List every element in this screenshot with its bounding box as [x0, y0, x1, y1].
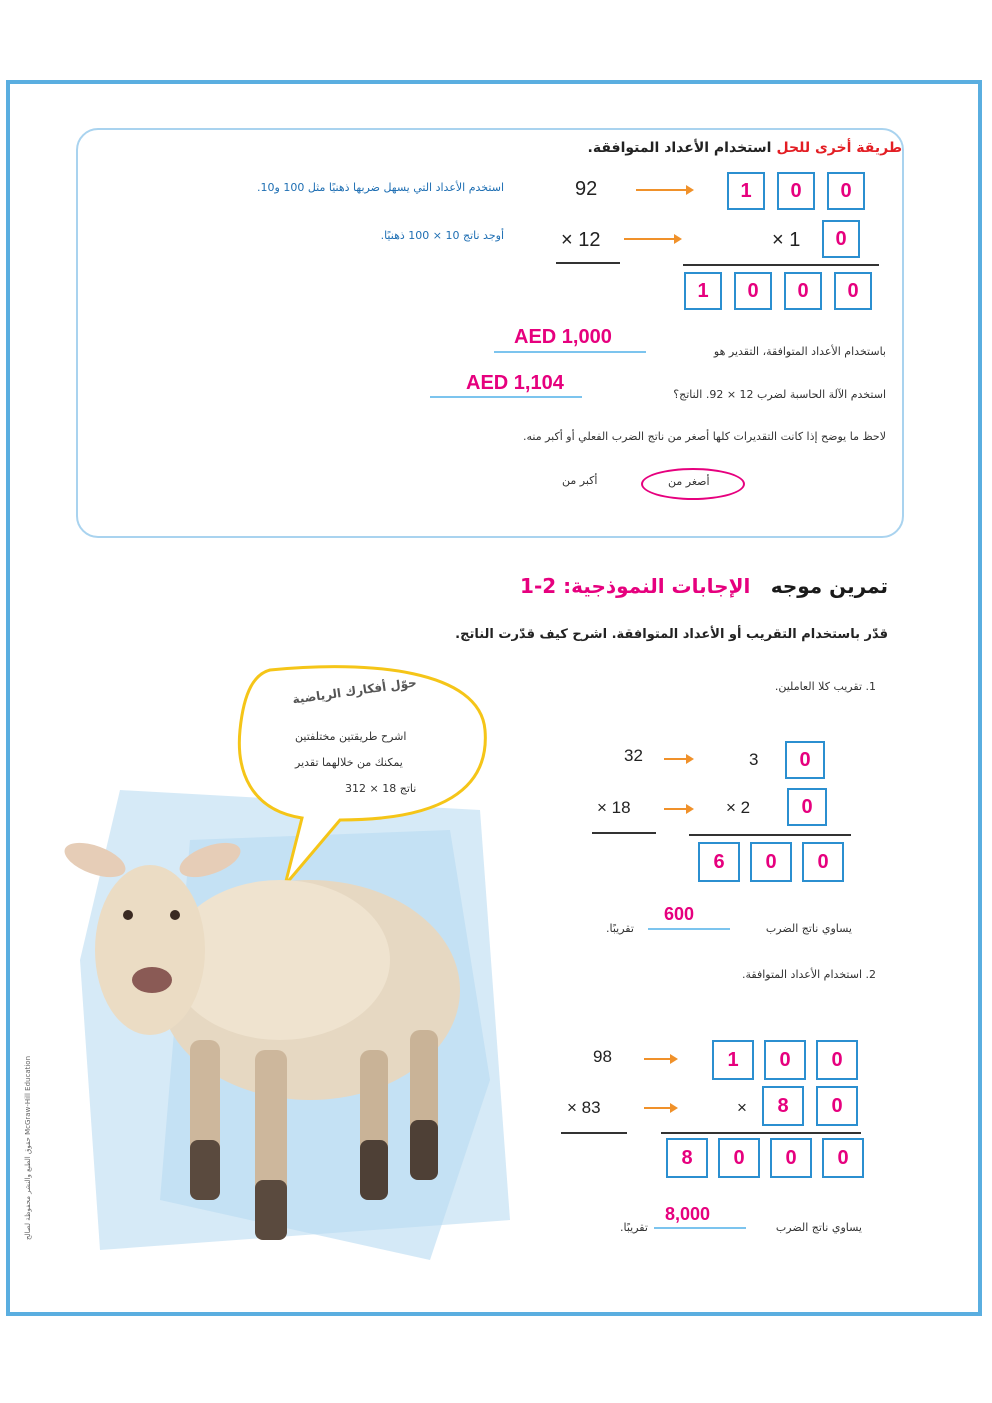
hint-line-2: أوجد ناتج 10 × 100 ذهنيًا.	[380, 229, 504, 242]
digit-box: 1	[684, 272, 722, 310]
digit-box: 8	[762, 1086, 804, 1126]
estimate-answer: AED 1,000	[514, 326, 612, 348]
digit-box: 0	[827, 172, 865, 210]
calculator-question: استخدم الآلة الحاسبة لضرب 12 × 92. الناتج؟	[673, 388, 886, 401]
calculator-answer-line	[430, 396, 582, 398]
bubble-line-2: يمكنك من خلالهما تقدير	[295, 756, 403, 769]
q2-top-factor: 98	[593, 1047, 612, 1066]
arrow-icon	[624, 238, 680, 240]
bubble-line-1: اشرح طريقتين مختلفتين	[295, 730, 407, 743]
digit-box: 0	[816, 1040, 858, 1080]
digit-box: 0	[777, 172, 815, 210]
q1-sentence-suffix: تقريبًا.	[606, 922, 634, 935]
original-bottom-factor: × 12	[561, 229, 601, 251]
method-title: استخدام الأعداد المتوافقة.	[587, 140, 772, 156]
original-top-factor: 92	[575, 178, 598, 200]
compatible-times: × 1	[772, 229, 801, 251]
arrow-icon	[636, 189, 692, 191]
digit-box: 6	[698, 842, 740, 882]
digit-box: 0	[822, 220, 860, 258]
digit-box: 1	[712, 1040, 754, 1080]
q2-underline	[561, 1132, 627, 1134]
bubble-line-3: ناتج 18 × 312	[345, 782, 417, 795]
q2-compatible-underline	[661, 1132, 861, 1134]
digit-box: 0	[834, 272, 872, 310]
q1-rounded-times: × 2	[726, 798, 751, 817]
arrow-icon	[644, 1058, 676, 1060]
copyright-side-note: حقوق الطبع والنشر محفوظة لصالح McGraw-Hill Education	[24, 1055, 32, 1240]
q2-answer: 8,000	[665, 1204, 711, 1224]
practice-title-label: تمرين موجه	[770, 574, 888, 598]
digit-box: 8	[666, 1138, 708, 1178]
q2-bottom-factor: × 83	[567, 1098, 601, 1117]
digit-box: 0	[802, 842, 844, 882]
arrow-icon	[664, 808, 692, 810]
lamb-illustration	[40, 660, 540, 1280]
bubble-heading: حوّل أفكارك الرياضية	[291, 675, 418, 707]
digit-box: 0	[734, 272, 772, 310]
arrow-icon	[644, 1107, 676, 1109]
q2-answer-line	[654, 1227, 746, 1229]
note-question: لاحظ ما يوضح إذا كانت التقديرات كلها أصغر من ناتج الضرب الفعلي أو أكبر منه.	[523, 430, 886, 443]
digit-box: 0	[750, 842, 792, 882]
digit-box: 0	[718, 1138, 760, 1178]
q1-top-factor: 32	[624, 746, 643, 765]
q1-underline	[592, 832, 656, 834]
digit-box: 0	[816, 1086, 858, 1126]
compatible-underline	[683, 264, 879, 266]
calculator-answer: AED 1,104	[466, 372, 564, 394]
q2-compatible-times: ×	[737, 1098, 747, 1117]
digit-box: 0	[784, 272, 822, 310]
practice-instruction: قدّر باستخدام التقريب أو الأعداد المتوافقة. اشرح كيف قدّرت الناتج.	[455, 627, 888, 642]
digit-box: 0	[785, 741, 825, 779]
q1-rounded-top-digit: 3	[749, 750, 759, 769]
option-greater-than: أكبر من	[562, 474, 598, 487]
method-heading	[588, 137, 902, 156]
q1-sentence-prefix: يساوي ناتج الضرب	[765, 922, 852, 935]
original-underline	[556, 262, 620, 264]
q2-sentence-suffix: تقريبًا.	[620, 1221, 648, 1234]
practice-title-answers: الإجابات النموذجية: 2-1	[520, 574, 751, 598]
method-label: طريقة أخرى للحل	[776, 140, 902, 156]
option-smaller-than: أصغر من	[668, 475, 710, 488]
q1-rounded-underline	[689, 834, 851, 836]
question-2-label: 2. استخدام الأعداد المتوافقة.	[742, 968, 876, 981]
estimate-answer-line	[494, 351, 646, 353]
q1-answer-line	[648, 928, 730, 930]
digit-box: 0	[764, 1040, 806, 1080]
arrow-icon	[664, 758, 692, 760]
digit-box: 1	[727, 172, 765, 210]
digit-box: 0	[822, 1138, 864, 1178]
practice-title	[520, 574, 888, 598]
q2-sentence-prefix: يساوي ناتج الضرب	[775, 1221, 862, 1234]
q1-answer: 600	[664, 904, 695, 924]
estimate-question: باستخدام الأعداد المتوافقة، التقدير هو	[713, 345, 886, 358]
question-1-label: 1. تقريب كلا العاملين.	[774, 680, 876, 693]
q1-bottom-factor: × 18	[597, 798, 631, 817]
hint-line-1: استخدم الأعداد التي يسهل ضربها ذهنيًا مثل 100 و10.	[257, 181, 504, 194]
digit-box: 0	[787, 788, 827, 826]
digit-box: 0	[770, 1138, 812, 1178]
